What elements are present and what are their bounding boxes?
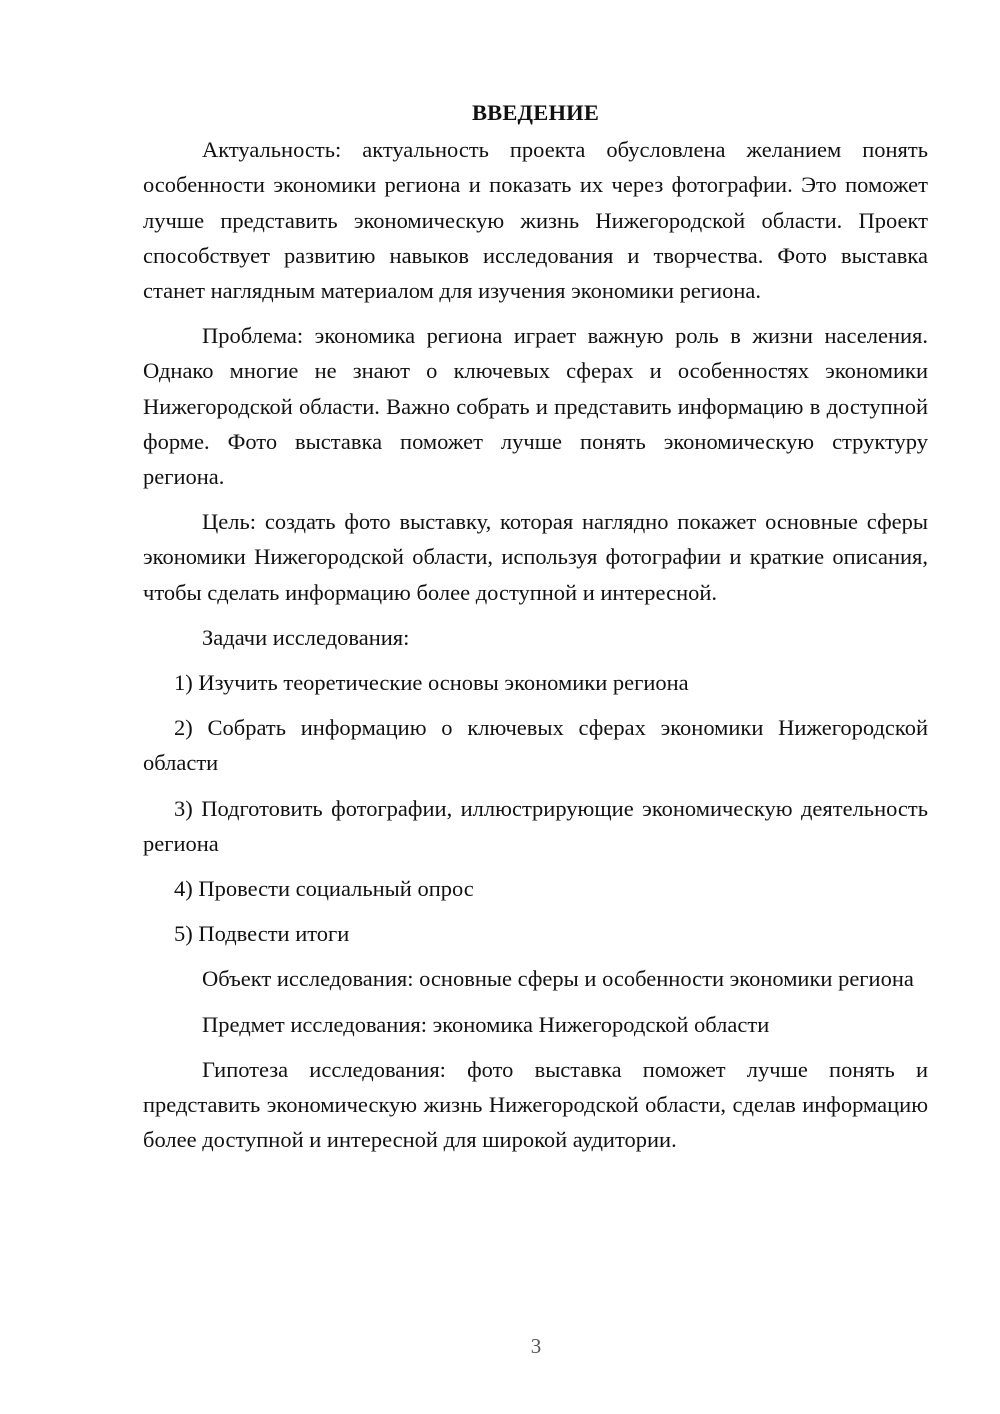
task-item: 2) Собрать информацию о ключевых сферах экономики Нижегородской области — [143, 715, 928, 776]
task-item: 5) Подвести итоги — [174, 921, 350, 947]
section-heading: ВВЕДЕНИЕ — [471, 100, 600, 125]
task-item: 3) Подготовить фотографии, иллюстрирующие экономическую деятельность региона — [143, 795, 928, 856]
document-body — [143, 95, 928, 1167]
page-number: 3 — [530, 1334, 542, 1358]
task-item: 1) Изучить теоретические основы экономики региона — [174, 670, 689, 696]
object-paragraph: Объект исследования: основные сферы и особенности экономики региона — [202, 966, 914, 992]
task-item: 4) Провести социальный опрос — [174, 876, 474, 902]
hypothesis-paragraph: Гипотеза исследования: фото выставка поможет лучше понять и представить экономическую жизнь Нижегородской области, сделав информацию более доступной и интересной для широкой аудитории. — [143, 1056, 928, 1153]
problem-paragraph: Проблема: экономика региона играет важную роль в жизни населения. Однако многие не знают о ключевых сферах и особенностях экономики Нижегородской области. Важно собрать и представить информацию в доступной форме. Фото выставка поможет лучше понять экономическую структуру региона. — [143, 323, 928, 490]
subject-paragraph: Предмет исследования: экономика Нижегородской области — [202, 1011, 770, 1037]
tasks-title: Задачи исследования: — [202, 624, 410, 650]
goal-paragraph: Цель: создать фото выставку, которая наглядно покажет основные сферы экономики Нижегородской области, используя фотографии и краткие описания, чтобы сделать информацию более доступной и интересной. — [143, 509, 928, 605]
relevance-paragraph: Актуальность: актуальность проекта обусловлена желанием понять особенности экономики региона и показать их через фотографии. Это поможет лучше представить экономическую жизнь Нижегородской области. Проект способствует развитию навыков исследования и творчества. Фото выставка станет наглядным материалом для изучения экономики региона. — [143, 137, 928, 304]
